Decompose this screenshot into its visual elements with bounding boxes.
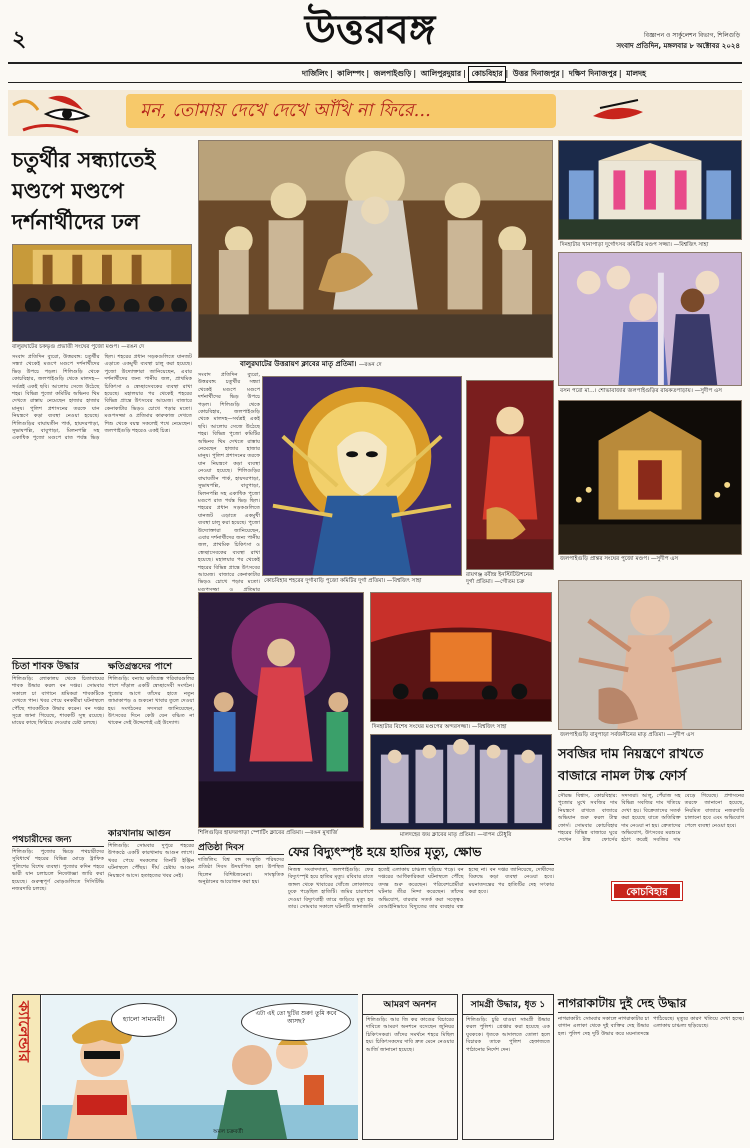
brief-nagrakata xyxy=(558,994,744,1140)
lead-headline-line: দর্শনার্থীদের ঢল xyxy=(12,209,140,234)
dressing-idol-photo xyxy=(558,252,742,386)
speech-bubble-2: এটা এই তো ছুটির শুরু! তুমি কবে আসছ? xyxy=(241,1003,351,1041)
raiganj-durga-photo xyxy=(466,380,554,570)
lead-headline xyxy=(12,144,192,240)
haiderpara-caption: শিলিগুড়ির হায়দরপাড়া স্পোর্টিং ক্লাবের প্রতিমা। —রঙন মুখার্জি xyxy=(198,830,338,836)
prantar-pandal-photo xyxy=(558,400,742,555)
comic-title xyxy=(13,995,41,1139)
brief-title: নাগরাকাটায় দুই দেহ উদ্ধার xyxy=(558,994,744,1013)
brief-body: শিলিগুড়ি: পুজোর ভিড়ে পথচারীদের সুবিধার্থে শহরের বিভিন্ন মোড়ে ট্রাফিক পুলিশের বিশেষ ব্যবস্থা। পুজোর কদিন শহরে ভারী যান চলাচলে নিষেধাজ্ঞা জারি করা হয়েছে। গুরুত্বপূর্ণ মোড়গুলিতে সিসিটিভি নজরদারি চলছে। xyxy=(12,849,104,893)
taskforce-body: সৌরভ বিশ্বাস, কোচবিহার: পুজোর মুখে সবজির দাম নিয়ন্ত্রণে রাখতে বাজারে অভিযান শুরু করল টাস্ক ফোর্স। সোমবার কোচবিহার শহরের বিভিন্ন বাজারে ঘুরে দেখেন টাস্ক ফোর্সের সদস্যরা। আলু, পেঁয়াজ সহ বিভিন্ন সবজির দাম খতিয়ে দেখা হয়। বিক্রেতাদের সতর্ক করা হয়েছে যাতে অতিরিক্ত দাম নেওয়া না হয়। ক্রেতাদের অভিযোগ, উৎসবের মরশুমে হঠাৎ করেই সবজির দাম বেড়ে গিয়েছে। প্রশাসনের তরফে জানানো হয়েছে, নিয়মিত বাজারে নজরদারি চালানো হবে এবং অভিযোগ পেলে ব্যবস্থা নেওয়া হবে। xyxy=(558,793,744,844)
strip-rule xyxy=(8,82,742,83)
joy-club-idol-photo xyxy=(370,734,552,830)
coochbehar-caption: কোচবিহার শহরের দুর্গাবাড়ি পুজো কমিটির দুর্গা প্রতিমা। —বিশ্বজিৎ সাহা xyxy=(264,578,422,584)
brief-title: সামগ্রী উদ্ধার, ধৃত ১ xyxy=(463,995,553,1015)
brief-title: আমরণ অনশন xyxy=(363,995,457,1015)
brief-body: শিলিগুড়ি: চুরি যাওয়া সামগ্রী উদ্ধার করল পুলিশ। গ্রেপ্তার করা হয়েছে এক যুবককে। ধৃতকে আদালতে তোলা হলে বিচারক তাকে পুলিশ হেফাজতে পাঠানোর নির্দেশ দেন। xyxy=(466,1017,550,1053)
lead-body-continued: সংবাদ প্রতিদিন ব্যুরো, উত্তরবঙ্গ: চতুর্থীর সন্ধ্যা থেকেই মণ্ডপে মণ্ডপে দর্শনার্থীদের ভিড় উপচে পড়ল। শিলিগুড়ি থেকে কোচবিহার, জলপাইগুড়ি থেকে মালদহ—সর্বত্রই একই ছবি। আলোয় সেজে উঠেছে শহর। বিভিন্ন পুজো কমিটির অভিনব থিম দেখতে রাস্তায় নেমেছেন হাজার হাজার মানুষ। পুলিশ প্রশাসনের তরফে যান নিয়ন্ত্রণে কড়া ব্যবস্থা নেওয়া হয়েছে। শিলিগুড়ির বাঘাযতীন পার্ক, হায়দরপাড়া, সুভাষপল্লি, বাবুপাড়া, মিলনপল্লি সহ একাধিক পুজো মণ্ডপে রাত পর্যন্ত ভিড় ছিল। শহরের প্রধান সড়কগুলিতে যানজট এড়াতে একমুখী ব্যবস্থা চালু করা হয়েছে। পুজো উদ্যোক্তারা জানিয়েছেন, এবার দর্শনার্থীদের জন্য পানীয় জল, প্রাথমিক চিকিৎসা ও স্বেচ্ছাসেবকের ব্যবস্থা রাখা হয়েছে। মহালয়ার পর থেকেই শহরের বিভিন্ন প্রান্তে উৎসবের আমেজ। বাজারে কেনাকাটার ভিড়ও চোখে পড়ার মতো। মণ্ডপসজ্জা ও প্রতিমার xyxy=(198,372,260,593)
brief-body: শিলিগুড়ি: বন্যায় ক্ষতিগ্রস্ত পরিবারগুলির পাশে দাঁড়াল একটি স্বেচ্ছাসেবী সংগঠন। পুজোর আগে তাঁদের হাতে নতুন জামাকাপড় ও শুকনো খাবার তুলে দেওয়া হয়। সংগঠনের সদস্যরা জানিয়েছেন, উৎসবের দিনে কেউ যেন বঞ্চিত না থাকেন সেই উদ্দেশ্যেই এই উদ্যোগ। xyxy=(108,676,194,727)
district-item[interactable]: উত্তর দিনাজপুর xyxy=(512,69,560,78)
elephant-headline: ফের বিদ্যুৎস্পৃষ্ট হয়ে হাতির মৃত্যু, ক্ষোভ xyxy=(288,844,482,859)
brief-foundation-day xyxy=(198,842,284,984)
brief-victims xyxy=(108,661,194,841)
brief-body: নাগরাকাটা: সোমবার সকালে নাগরাকাটার চা বাগান এলাকা থেকে দুই ব্যক্তির দেহ উদ্ধার হল। পুলিশ দেহ দুটি উদ্ধার করে ময়নাতদন্তে পাঠিয়েছে। মৃত্যুর কারণ খতিয়ে দেখা হচ্ছে। এলাকায় চাঞ্চল্য ছড়িয়েছে। xyxy=(558,1016,744,1037)
durga-eye-right-art xyxy=(588,94,648,134)
durga-eye-art xyxy=(8,90,98,136)
comic-credit: অমল চক্রবর্তী xyxy=(213,1129,243,1135)
main-durga-caption: বালুরঘাটের উত্তরায়ণ ক্লাবের মাতৃ প্রতিমা। —রঙন দে xyxy=(240,360,382,368)
district-item[interactable]: দক্ষিণ দিনাজপুর xyxy=(568,69,617,78)
lead-photo xyxy=(12,244,192,342)
coochbehar-durga-photo xyxy=(262,376,462,576)
lead-photo-caption: বালুরঘাটের চকভৃগু প্রভাতী সংঘের পুজো মণ্ডপ। —রঙন দে xyxy=(12,344,145,350)
brief-title: ক্ষতিগ্রস্তদের পাশে xyxy=(108,661,194,674)
taskforce-headline-line: সবজির দাম নিয়ন্ত্রণে রাখতে xyxy=(558,747,704,762)
brief-factory-fire xyxy=(108,828,194,984)
masthead xyxy=(0,0,750,64)
elephant-rule xyxy=(288,864,554,865)
banner-tagline: মন, তোমায় দেখে দেখে আঁখি না ফিরে... xyxy=(140,100,431,121)
brief-title: কারখানায় আগুন xyxy=(108,828,194,841)
speech-bubble-1: হ্যালো সাম্যময়ী! xyxy=(111,1003,177,1037)
district-item[interactable]: জলপাইগুড়ি xyxy=(373,69,412,78)
dinhata-pandal-photo xyxy=(558,140,742,240)
babupara-idol-caption: জলপাইগুড়ি বাবুপাড়া সর্বজনীনের মাতৃ প্রতিমা। —সুদীপ এস xyxy=(560,732,695,738)
lead-headline-line: চতুর্থীর সন্ধ্যাতেই xyxy=(12,147,156,172)
brief-title: প্রতিষ্ঠা দিবস xyxy=(198,842,284,855)
district-item[interactable]: কালিম্পং xyxy=(337,69,365,78)
district-item[interactable]: কোচবিহার xyxy=(468,66,505,82)
brief-recovered-goods xyxy=(462,994,554,1140)
taskforce-headline-line: বাজারে নামল টাস্ক ফোর্স xyxy=(558,769,687,784)
taskforce-headline xyxy=(558,744,744,788)
briefs-rule xyxy=(12,658,192,659)
brief-title: পথচারীদের জন্য xyxy=(12,834,104,847)
page-number: ২ xyxy=(12,27,27,52)
lead-headline-line: মণ্ডপে মণ্ডপে xyxy=(12,178,124,203)
bishesh-sangha-caption: দিনহাটার বিশেষ সংঘের মণ্ডপের অন্দরসজ্জা। —বিশ্বজিৎ সাহা xyxy=(372,724,507,730)
taskforce-rule xyxy=(558,790,744,791)
masthead-right-top: বিজ্ঞাপন ও সার্কুলেশন বিভাগ, শিলিগুড়ি xyxy=(643,32,740,39)
brief-body: শিলিগুড়ি: লোকালয় থেকে চিতাবাঘের শাবক উদ্ধার করল বন দপ্তর। সোমবার সকালে চা বাগানে শ্রমিকরা শাবকটিকে দেখতে পান। খবর পেয়ে বনকর্মীরা ঘটনাস্থলে পৌঁছে শাবকটিকে উদ্ধার করেন। বন দপ্তর সূত্রে জানা গিয়েছে, শাবকটি সুস্থ রয়েছে। মায়ের কাছে ফিরিয়ে দেওয়ার চেষ্টা চলছে। xyxy=(12,676,104,727)
masthead-date: সংবাদ প্রতিদিন, মঙ্গলবার ৮ অক্টোবর ২০২৪ xyxy=(616,42,740,50)
dinhata-pandal-caption: দিনহাটার খানাপাড়া দুর্গোৎসব কমিটির মণ্ডপ সজ্জা। —বিশ্বজিৎ সাহা xyxy=(560,242,709,248)
comic-strip xyxy=(12,994,358,1140)
main-durga-photo xyxy=(198,140,553,358)
festival-banner xyxy=(8,90,742,136)
district-strip: দার্জিলিং | কালিম্পং | জলপাইগুড়ি | আলিপুরদুয়ার | কোচবিহার | উত্তর দিনাজপুর | দক্ষিণ দিনাজপুর | মালদহ xyxy=(300,66,745,80)
brief-body: শিলিগুড়ি: সোমবার দুপুরে শহরের উপকণ্ঠে একটি কারখানায় আগুন লাগে। খবর পেয়ে দমকলের তিনটি ইঞ্জিন ঘটনাস্থলে পৌঁছয়। দীর্ঘ চেষ্টায় আগুন নিয়ন্ত্রণে আসে। হতাহতের খবর নেই। xyxy=(108,843,194,879)
brief-title: চিতা শাবক উদ্ধার xyxy=(12,661,104,674)
brief-body: শিলিগুড়ি: আর জি কর কাণ্ডের বিচারের দাবিতে আমরণ অনশনে বসেছেন জুনিয়র চিকিৎসকরা। তাঁদের সমর্থনে শহরে মিছিল হয়। চিকিৎসকদের দাবি দ্রুত মেনে নেওয়ার আর্জি জানানো হয়েছে। xyxy=(366,1017,454,1053)
lead-body: সংবাদ প্রতিদিন ব্যুরো, উত্তরবঙ্গ: চতুর্থীর সন্ধ্যা থেকেই মণ্ডপে মণ্ডপে দর্শনার্থীদের ভিড় উপচে পড়ল। শিলিগুড়ি থেকে কোচবিহার, জলপাইগুড়ি থেকে মালদহ—সর্বত্রই একই ছবি। আলোয় সেজে উঠেছে শহর। বিভিন্ন পুজো কমিটির অভিনব থিম দেখতে রাস্তায় নেমেছেন হাজার হাজার মানুষ। পুলিশ প্রশাসনের তরফে যান নিয়ন্ত্রণে কড়া ব্যবস্থা নেওয়া হয়েছে। শিলিগুড়ির বাঘাযতীন পার্ক, হায়দরপাড়া, সুভাষপল্লি, বাবুপাড়া, মিলনপল্লি সহ একাধিক পুজো মণ্ডপে রাত পর্যন্ত ভিড় ছিল। শহরের প্রধান সড়কগুলিতে যানজট এড়াতে একমুখী ব্যবস্থা চালু করা হয়েছে। পুজো উদ্যোক্তারা জানিয়েছেন, এবার দর্শনার্থীদের জন্য পানীয় জল, প্রাথমিক চিকিৎসা ও স্বেচ্ছাসেবকের ব্যবস্থা রাখা হয়েছে। মহালয়ার পর থেকেই শহরের বিভিন্ন প্রান্তে উৎসবের আমেজ। বাজারে কেনাকাটার ভিড়ও চোখে পড়ার মতো। মণ্ডপসজ্জা ও প্রতিমার কারুকাজ দেখতে শিশু থেকে বয়স্ক সকলেই পথে নেমেছেন। জলপাইগুড়ি শহরেও একই চিত্র। xyxy=(12,354,192,442)
taskforce-location-tag: কোচবিহার xyxy=(612,882,682,900)
joy-club-caption: মালদহের জয় ক্লাবের মাতৃ প্রতিমা। —বাপন চৌধুরি xyxy=(400,832,512,838)
comic-vertical-title: ক্যালেন্ডার xyxy=(15,1001,33,1062)
district-item[interactable]: আলিপুরদুয়ার xyxy=(420,69,462,78)
masthead-rule xyxy=(8,62,742,64)
elephant-body: নিজস্ব সংবাদদাতা, জলপাইগুড়ি: ফের বিদ্যুৎস্পৃষ্ট হয়ে হাতির মৃত্যু। রবিবার রাতে জঙ্গল থেকে খাবারের খোঁজে লোকালয়ে ঢুকে পড়েছিল হাতিটি। জমির চারপাশে দেওয়া বিদ্যুৎবাহী তারে জড়িয়ে মৃত্যু হয় তার। সোমবার সকালে ঘটনাটি জানাজানি হতেই এলাকায় চাঞ্চল্য ছড়িয়ে পড়ে। বন দপ্তরের আধিকারিকরা ঘটনাস্থলে পৌঁছে তদন্ত শুরু করেছেন। পরিবেশপ্রেমীরা ঘটনার তীব্র নিন্দা করেছেন। তাঁদের অভিযোগ, বারবার সতর্ক করা সত্ত্বেও বেআইনিভাবে বিদ্যুতের তার ব্যবহার বন্ধ হচ্ছে না। বন দপ্তর জানিয়েছে, দোষীদের বিরুদ্ধে কড়া ব্যবস্থা নেওয়া হবে। ময়নাতদন্তের পর হাতিটির দেহ সৎকার করা হবে। xyxy=(288,867,554,911)
dressing-idol-caption: বসন পরো মা...। শোভাবাজার জলপাইগুড়ির রায়কতপাড়ায়। —সুদীপ এস xyxy=(560,388,722,394)
bishesh-sangha-photo xyxy=(370,592,552,722)
brief-pedestrians xyxy=(12,834,104,984)
prantar-pandal-caption: জলপাইগুড়ি প্রান্তর সংঘের পুজো মণ্ডপ। —সুদীপ এস xyxy=(560,556,679,562)
haiderpara-idol-photo xyxy=(198,592,364,828)
brief-hunger-strike xyxy=(362,994,458,1140)
page-title: উত্তরবঙ্গ xyxy=(304,6,436,53)
brief-body: দার্জিলিং: বিশ্ব বঙ্গ সংস্কৃতি পরিষদের প্রতিষ্ঠা দিবস উদযাপিত হল। উপস্থিত ছিলেন বিশিষ্টজনেরা। সাংস্কৃতিক অনুষ্ঠানের আয়োজন করা হয়। xyxy=(198,857,284,886)
babupara-idol-photo xyxy=(558,580,742,730)
district-item[interactable]: দার্জিলিং xyxy=(302,69,328,78)
district-item[interactable]: মালদহ xyxy=(626,69,646,78)
raiganj-caption: রায়গঞ্জ রবীন্দ্র ইনস্টিটিউশনের দুর্গা প্রতিমা। —গৌতম চক্র xyxy=(466,572,533,585)
brief-cheetah xyxy=(12,661,104,841)
